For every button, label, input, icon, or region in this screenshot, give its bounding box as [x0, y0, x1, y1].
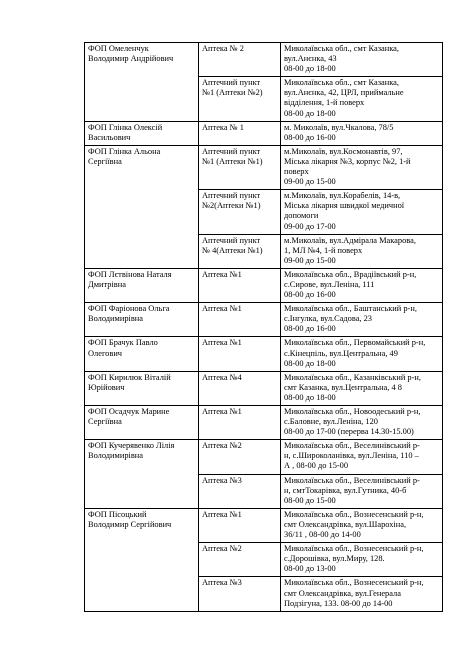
owner-cell: ФОП Кучерявенко Лілія Володимирівна — [85, 440, 199, 509]
outlet-address-cell: Миколаївська обл., смт Казанка, вул.Анєнка, 42, ЦРЛ, приймальне відділення, 1-й поверх 08-00 до 18-00 — [281, 77, 443, 121]
outlet-address-cell: Миколаївська обл., Веселинівський р- н, с.Широколанівка, вул.Леніна, 110 – А , 08-00 до 15-00 — [281, 440, 443, 474]
owner-cell: ФОП Пісоцький Володимир Сергійович — [85, 508, 199, 611]
outlet-name-cell: Аптека №1 — [199, 337, 281, 371]
outlet-address-cell: Миколаївська обл., Вознесенський р-н, смт Олександрівка, вул.Генерала Подзігуна, 133. 08-00 до 14-00 — [281, 577, 443, 611]
owner-cell: ФОП Фаріонова Ольга Володимирівна — [85, 303, 199, 337]
outlet-name-cell: Аптека №2 — [199, 543, 281, 577]
owner-cell: ФОП Брачук Павло Олегович — [85, 337, 199, 371]
outlet-name-cell: Аптека №1 — [199, 406, 281, 440]
outlet-name-cell: Аптека №3 — [199, 474, 281, 508]
owner-cell: ФОП Осадчук Марине Сергіївна — [85, 406, 199, 440]
outlet-name-cell: Аптека №3 — [199, 577, 281, 611]
pharmacy-table-body — [85, 43, 443, 612]
table-row — [85, 508, 443, 542]
table-row — [85, 371, 443, 405]
table-row — [85, 440, 443, 474]
outlet-name-cell: Аптека № 1 — [199, 121, 281, 145]
table-row — [85, 303, 443, 337]
outlet-address-cell: Миколаївська обл., Казанківський р-н, смт Казанка, вул.Центральна, 4 8 08-00 до 18-00 — [281, 371, 443, 405]
table-row — [85, 268, 443, 302]
table-row — [85, 121, 443, 145]
outlet-name-cell: Аптека №2 — [199, 440, 281, 474]
table-row — [85, 406, 443, 440]
outlet-name-cell: Аптечний пункт №1 (Аптеки №2) — [199, 77, 281, 121]
pharmacy-table — [84, 42, 443, 612]
outlet-address-cell: Миколаївська обл., Врадіївський р-н, с.Сирове, вул.Леніна, 111 08-00 до 16-00 — [281, 268, 443, 302]
owner-cell: ФОП Глінка Альона Сергіївна — [85, 145, 199, 268]
outlet-address-cell: м.Миколаїв, вул.Корабелів, 14-в, Міська лікарня швидкої медичної допомоги 09-00 до 17-00 — [281, 190, 443, 234]
outlet-name-cell: Аптека № 2 — [199, 43, 281, 77]
table-row — [85, 337, 443, 371]
outlet-name-cell: Аптека №1 — [199, 508, 281, 542]
table-row — [85, 145, 443, 189]
owner-cell: ФОП Кирилюк Віталій Юрійович — [85, 371, 199, 405]
outlet-address-cell: Миколаївська обл., Новоодеський р-н, с.Баловне, вул.Леніна, 120 08-00 до 17-00 (перерва 14.30-15.00) — [281, 406, 443, 440]
owner-cell: ФОП Лєтвінова Наталя Дмитрівна — [85, 268, 199, 302]
outlet-address-cell: Миколаївська обл., Первомайський р-н, с.Кінецпіль, вул.Центральна, 49 08-00 до 18-00 — [281, 337, 443, 371]
outlet-address-cell: м.Миколаїв, вул.Адмірала Макарова, 1, МЛ №4, 1-й поверх 09-00 до 15-00 — [281, 234, 443, 268]
outlet-name-cell: Аптека №4 — [199, 371, 281, 405]
outlet-address-cell: Миколаївська обл., смт Казанка, вул.Анєнка, 43 08-00 до 18-00 — [281, 43, 443, 77]
outlet-address-cell: Миколаївська обл., Веселинівський р- н, смтТокарівка, вул.Гутника, 40-б 08-00 до 15-00 — [281, 474, 443, 508]
outlet-address-cell: Миколаївська обл., Баштанський р-н, с.Інгулка, вул.Садова, 23 08-00 до 16-00 — [281, 303, 443, 337]
outlet-address-cell: м. Миколаїв, вул.Чкалова, 78/5 08-00 до 16-00 — [281, 121, 443, 145]
outlet-address-cell: м.Миколаїв, вул.Космонавтів, 97, Міська лікарня №3, корпус №2, 1-й поверх 09-00 до 15-00 — [281, 145, 443, 189]
outlet-address-cell: Миколаївська обл., Вознесенський р-н, смт Олександрівка, вул.Шарохіна, 36/11 , 08-00 до 14-00 — [281, 508, 443, 542]
outlet-name-cell: Аптека №1 — [199, 268, 281, 302]
outlet-name-cell: Аптека №1 — [199, 303, 281, 337]
outlet-name-cell: Аптечний пункт №1 (Аптеки №1) — [199, 145, 281, 189]
table-row — [85, 43, 443, 77]
owner-cell: ФОП Омеленчук Володимир Андрійович — [85, 43, 199, 122]
owner-cell: ФОП Глінка Олексій Васильович — [85, 121, 199, 145]
outlet-name-cell: Аптечний пункт №2(Аптеки №1) — [199, 190, 281, 234]
outlet-name-cell: Аптечний пункт № 4(Аптеки №1) — [199, 234, 281, 268]
outlet-address-cell: Миколаївська обл., Вознесенський р-н, с.Дорошівка, вул.Миру, 128. 08-00 до 13-00 — [281, 543, 443, 577]
